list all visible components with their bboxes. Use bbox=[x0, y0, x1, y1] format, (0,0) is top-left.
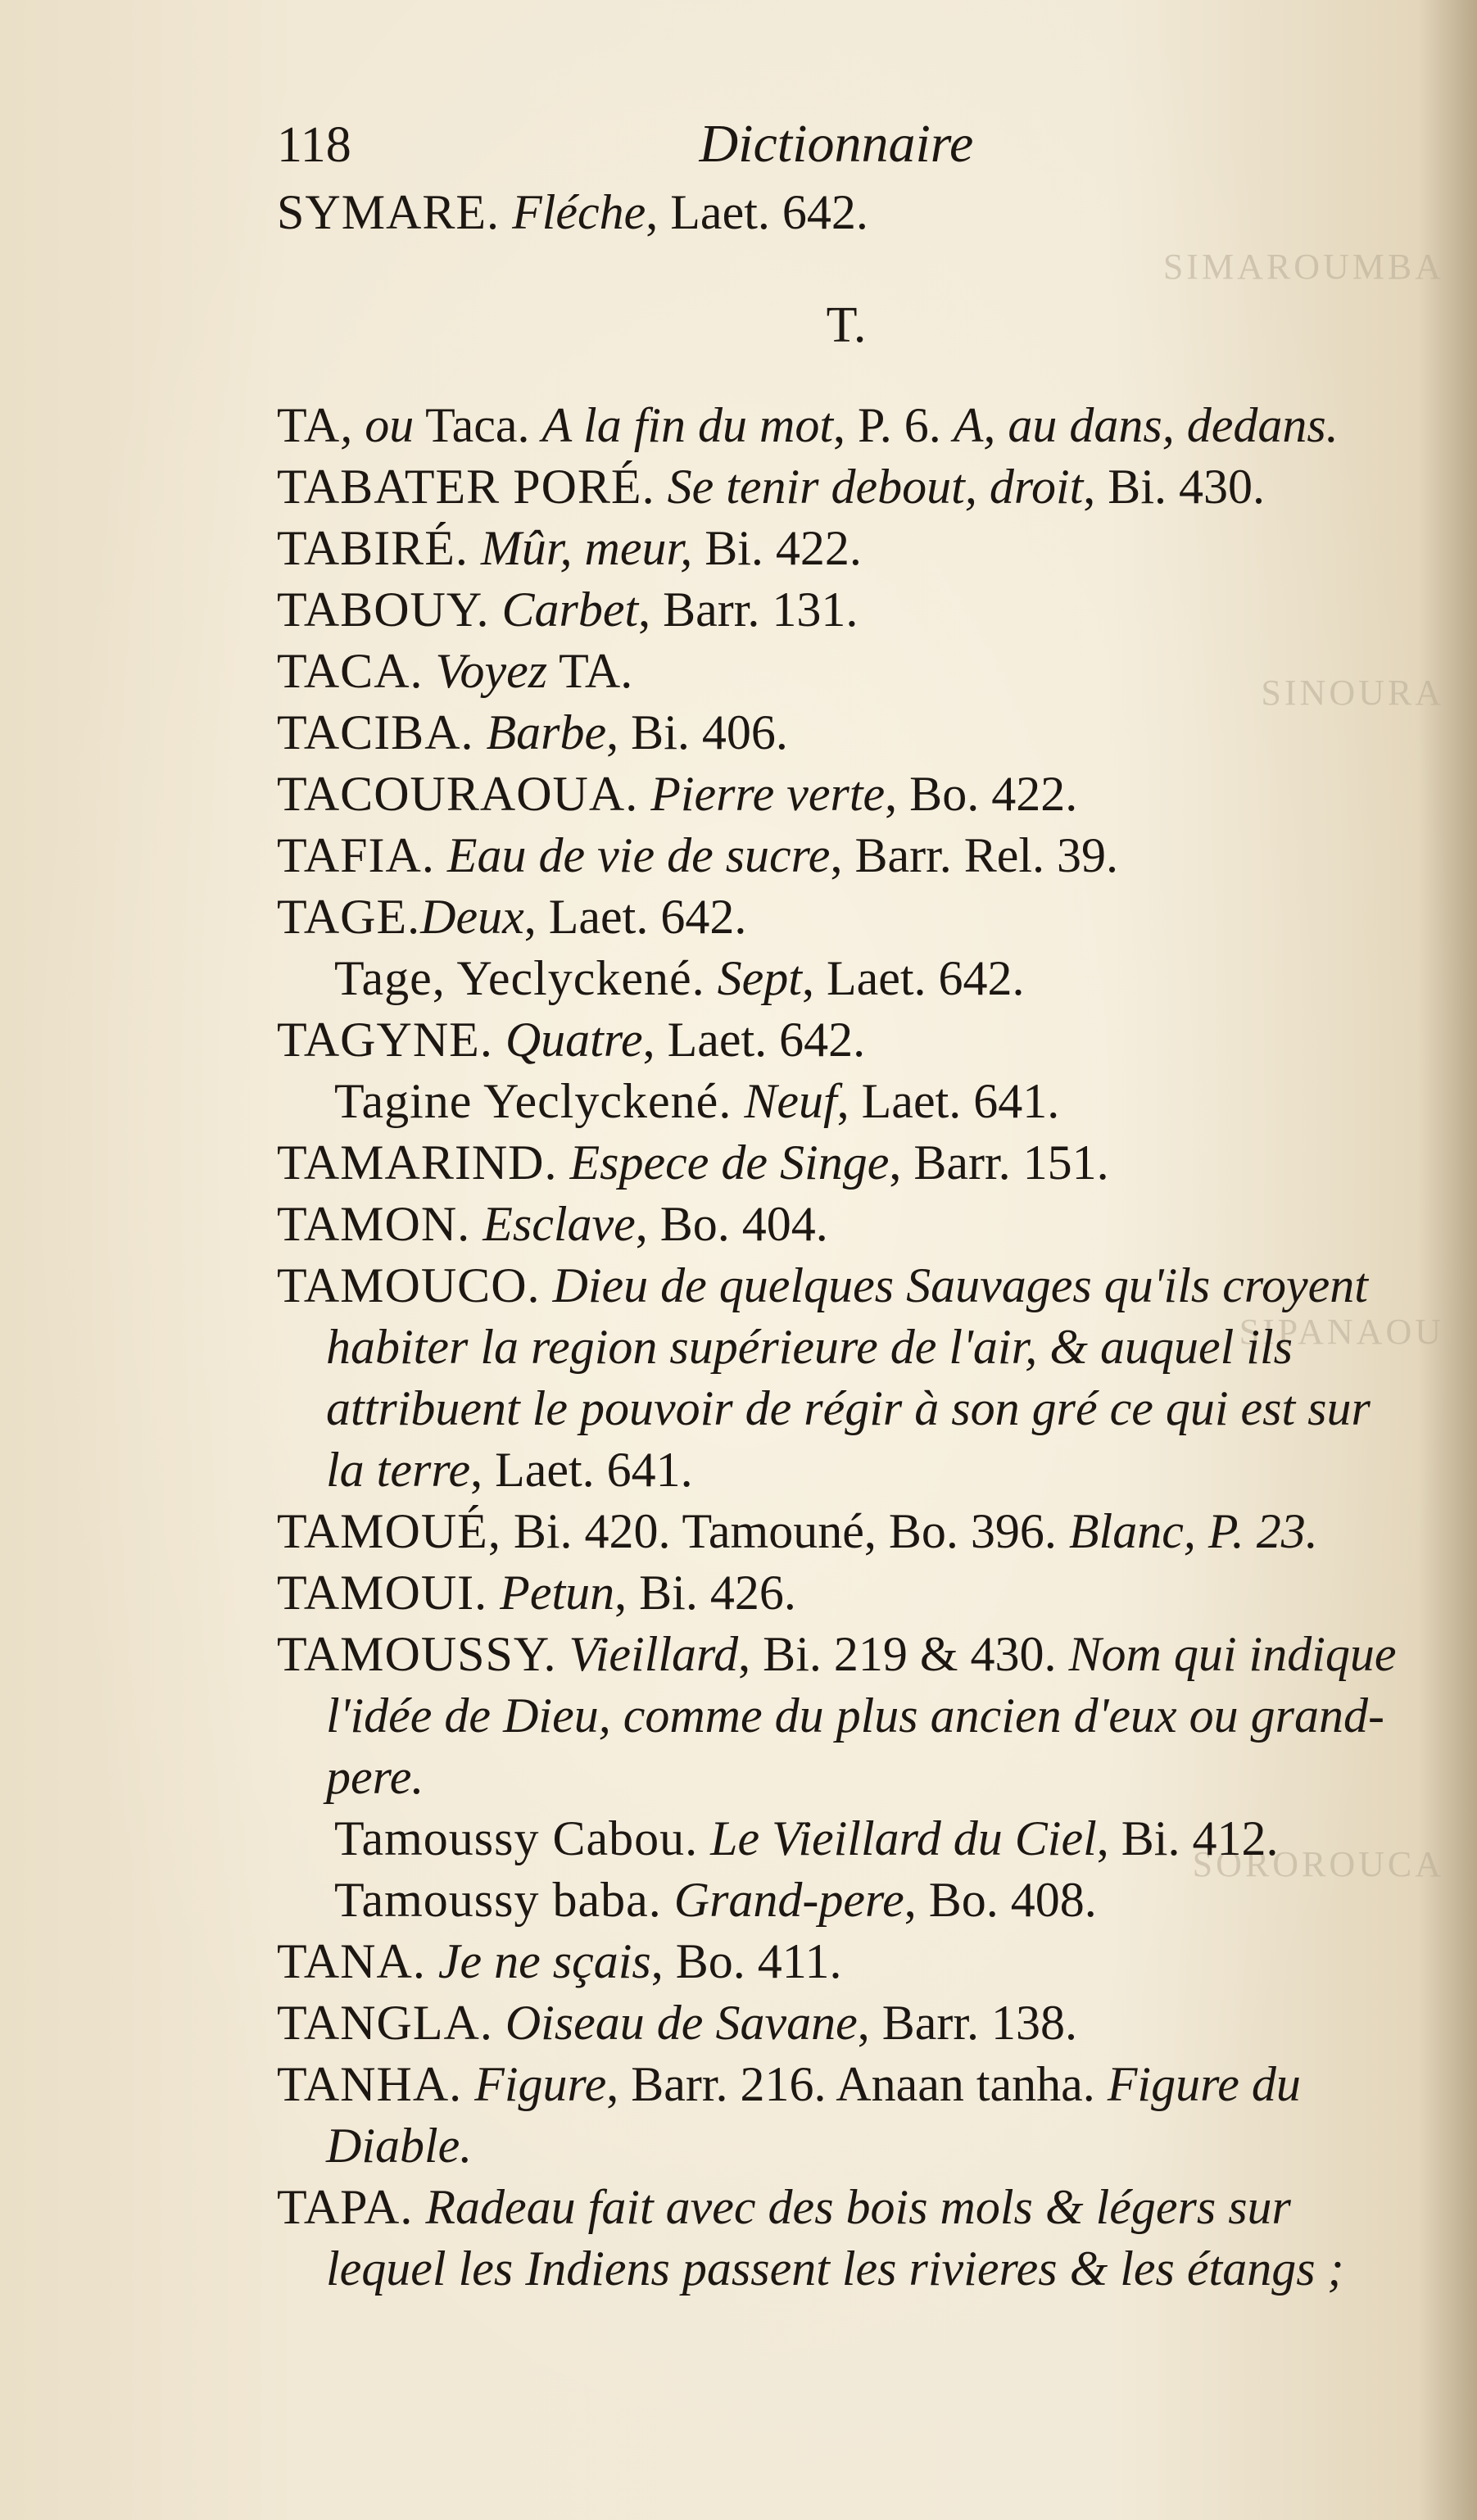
dictionary-entry bbox=[277, 1562, 1416, 1624]
headword: TABIRÉ. bbox=[277, 521, 469, 575]
definition: Espece de Singe bbox=[557, 1135, 890, 1190]
headword: TAMOUÉ, bbox=[277, 1504, 501, 1558]
headword: TAPA. bbox=[277, 2180, 414, 2234]
page-header bbox=[277, 113, 973, 175]
headword: TAMOUCO. bbox=[277, 1258, 541, 1312]
running-title: Dictionnaire bbox=[699, 114, 974, 174]
dictionary-entry bbox=[277, 886, 1416, 948]
definition: Le Vieillard du Ciel bbox=[698, 1811, 1097, 1865]
dictionary-entry bbox=[277, 641, 1416, 702]
definition-extra: Nom qui indique l'idée de Dieu, comme du plus ancien d'eux ou grand-pere. bbox=[326, 1627, 1397, 1804]
section-letter: T. bbox=[826, 297, 867, 353]
definition: Esclave bbox=[470, 1197, 636, 1251]
bleed-through-text: SINOURA bbox=[1261, 673, 1444, 713]
dictionary-entry bbox=[277, 456, 1416, 518]
headword: TA bbox=[277, 398, 341, 452]
headword: Tage, Yeclyckené. bbox=[334, 951, 705, 1005]
headword: TACIBA. bbox=[277, 705, 474, 759]
dictionary-entry bbox=[277, 579, 1416, 641]
definition: Quatre bbox=[492, 1013, 643, 1067]
sub-entry bbox=[277, 1808, 1416, 1870]
headword: TAFIA. bbox=[277, 828, 435, 882]
definition: Voyez bbox=[423, 644, 548, 698]
dictionary-entry bbox=[277, 1992, 1416, 2054]
definition-extra: Blanc, P. 23. bbox=[1068, 1504, 1318, 1558]
reference: , Barr. 138. bbox=[857, 1996, 1078, 2050]
section bbox=[277, 297, 1416, 355]
reference: , Laet. 641. bbox=[470, 1443, 693, 1497]
headword: TAMARIND. bbox=[277, 1135, 558, 1190]
bleed-through-text: SOROROUCA bbox=[1192, 1844, 1444, 1884]
reference: , Bi. 412. bbox=[1096, 1811, 1279, 1865]
reference: , Laet. 641. bbox=[836, 1074, 1060, 1128]
definition: Petun bbox=[487, 1566, 615, 1620]
variant: Taca. bbox=[414, 398, 542, 452]
definition: , ou bbox=[340, 398, 415, 452]
definition: Vieillard bbox=[556, 1627, 739, 1681]
dictionary-entry bbox=[277, 825, 1416, 886]
headword: TABOUY. bbox=[277, 582, 490, 637]
definition: Je ne sçais bbox=[425, 1934, 651, 1988]
dictionary-entry bbox=[277, 1255, 1416, 1501]
definition-extra: Figure du Diable. bbox=[326, 2057, 1301, 2173]
headword: TAMON. bbox=[277, 1197, 471, 1251]
headword: Tamoussy baba. bbox=[334, 1873, 662, 1927]
headword: Tagine Yeclyckené. bbox=[334, 1074, 732, 1128]
dictionary-entry bbox=[277, 764, 1416, 825]
dictionary-entry bbox=[277, 2177, 1416, 2300]
reference: Bi. 422. bbox=[692, 521, 862, 575]
definition: A la fin du mot bbox=[541, 398, 834, 452]
reference: , P. 6. bbox=[833, 398, 954, 452]
reference: , Bo. 408. bbox=[904, 1873, 1097, 1927]
reference: , Bi. 406. bbox=[606, 705, 788, 759]
bleed-through-text: SIPANAOU bbox=[1239, 1312, 1444, 1352]
dictionary-entry bbox=[277, 1931, 1416, 1992]
dictionary-entry bbox=[277, 2054, 1416, 2177]
reference: , Laet. 642. bbox=[523, 890, 747, 944]
reference: , Bi. 219 & 430. bbox=[738, 1627, 1069, 1681]
reference: , Barr. 151. bbox=[889, 1135, 1109, 1190]
definition: Barbe bbox=[473, 705, 607, 759]
definition: Neuf bbox=[732, 1074, 837, 1128]
definition: Oiseau de Savane bbox=[492, 1996, 858, 2050]
reference: , Laet. 642. bbox=[646, 185, 868, 239]
definition: Eau de vie de sucre bbox=[434, 828, 831, 882]
headword: Tamoussy Cabou. bbox=[334, 1811, 699, 1865]
definition: Grand-pere bbox=[661, 1873, 904, 1927]
reference: , Bi. 430. bbox=[1083, 460, 1265, 514]
definition-extra: A, au dans, dedans. bbox=[953, 398, 1339, 452]
dictionary-entry bbox=[277, 1194, 1416, 1255]
dictionary-entry bbox=[277, 1009, 1416, 1071]
headword: TANA. bbox=[277, 1934, 426, 1988]
definition: Mûr, meur, bbox=[468, 521, 693, 575]
headword: TAMOUSSY. bbox=[277, 1627, 557, 1681]
dictionary-entry bbox=[277, 1624, 1416, 1808]
bleed-through-text: SIMAROUMBA bbox=[1162, 247, 1444, 287]
definition: Se tenir debout, droit bbox=[655, 460, 1084, 514]
reference: , Barr. 131. bbox=[638, 582, 859, 637]
headword: TANHA. bbox=[277, 2057, 463, 2111]
reference: Bi. 420. Tamouné, Bo. 396. bbox=[501, 1504, 1069, 1558]
reference: , Laet. 642. bbox=[801, 951, 1025, 1005]
dictionary-entry bbox=[277, 395, 1416, 456]
page-number: 118 bbox=[277, 117, 351, 173]
headword: TABATER PORÉ. bbox=[277, 460, 655, 514]
reference: , Bo. 411. bbox=[650, 1934, 842, 1988]
sub-entry bbox=[277, 1870, 1416, 1931]
definition: Figure bbox=[462, 2057, 607, 2111]
definition: Carbet bbox=[489, 582, 639, 637]
headword: TAGYNE. bbox=[277, 1013, 493, 1067]
reference: , Bo. 422. bbox=[885, 767, 1078, 821]
definition: Pierre verte bbox=[638, 767, 886, 821]
headword: SYMARE. bbox=[277, 185, 501, 239]
reference: , Laet. 642. bbox=[642, 1013, 866, 1067]
sub-entry bbox=[277, 1071, 1416, 1132]
headword: TACA. bbox=[277, 644, 424, 698]
definition: Radeau fait avec des bois mols & légers sur lequel les Indiens passent les rivieres & les étangs ; bbox=[326, 2180, 1344, 2296]
headword: TAGE. bbox=[277, 890, 421, 944]
headword: TAMOUI. bbox=[277, 1566, 488, 1620]
entry-list bbox=[277, 395, 1416, 2300]
reference: , Barr. 216. Anaan tanha. bbox=[606, 2057, 1108, 2111]
reference: TA. bbox=[547, 644, 633, 698]
definition: Dieu de quelques Sauvages qu'ils croyent habiter la region supérieure de l'air, & auquel ils attribuent le pouvoir de régir à son gré ce qui est sur la terre bbox=[326, 1258, 1371, 1497]
definition: Sept bbox=[705, 951, 802, 1005]
dictionary-entry bbox=[277, 702, 1416, 764]
entry-symare bbox=[277, 182, 1416, 243]
headword: TANGLA. bbox=[277, 1996, 493, 2050]
definition: Fléche bbox=[512, 185, 646, 239]
sub-entry bbox=[277, 948, 1416, 1009]
reference: , Barr. Rel. 39. bbox=[830, 828, 1119, 882]
reference: , Bi. 426. bbox=[614, 1566, 796, 1620]
dictionary-entry bbox=[277, 518, 1416, 579]
headword: TACOURAOUA. bbox=[277, 767, 639, 821]
reference: , Bo. 404. bbox=[635, 1197, 828, 1251]
dictionary-entry bbox=[277, 1132, 1416, 1194]
top-entry bbox=[277, 182, 1416, 243]
definition: Deux bbox=[420, 890, 524, 944]
dictionary-entry bbox=[277, 1501, 1416, 1562]
